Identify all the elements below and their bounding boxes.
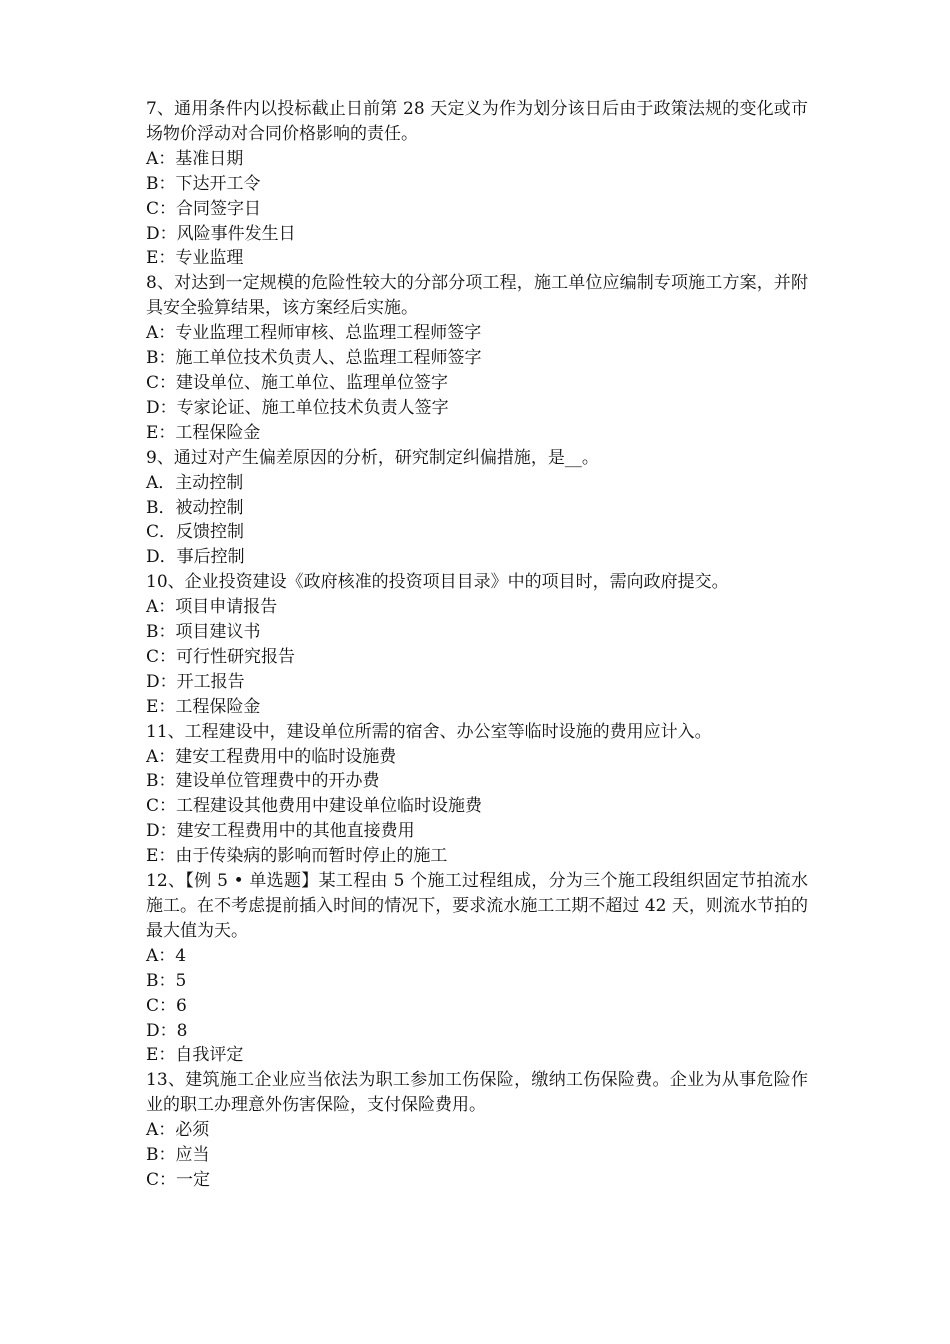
question-text: 13、建筑施工企业应当依法为职工参加工伤保险，缴纳工伤保险费。企业为从事危险作业的职工办理意外伤害保险，支付保险费用。 [146, 1070, 808, 1116]
option-e: E：工程保险金 [146, 696, 261, 717]
question-7 [146, 97, 808, 271]
question-11 [146, 720, 808, 869]
option-d: D：专家论证、施工单位技术负责人签字 [146, 397, 449, 418]
question-8 [146, 271, 808, 445]
option-a: A：建安工程费用中的临时设施费 [146, 746, 397, 767]
option-e: E：自我评定 [146, 1045, 244, 1066]
question-text: 7、通用条件内以投标截止日前第 28 天定义为作为划分该日后由于政策法规的变化或市场物价浮动对合同价格影响的责任。 [146, 99, 808, 144]
option-b: B：应当 [146, 1145, 210, 1166]
option-a: A：4 [146, 945, 187, 966]
document-page [146, 97, 808, 1193]
option-c: C：一定 [146, 1169, 211, 1190]
option-b: B：建设单位管理费中的开办费 [146, 771, 380, 792]
option-d: D：8 [146, 1020, 188, 1041]
option-d: D：风险事件发生日 [146, 223, 296, 244]
option-a: A：项目申请报告 [146, 597, 278, 618]
option-c: C：可行性研究报告 [146, 646, 296, 667]
question-text: 12、【例 5 • 单选题】某工程由 5 个施工过程组成，分为三个施工段组织固定节拍流水施工。在不考虑提前插入时间的情况下，要求流水施工工期不超过 42 天，则流水节拍的最大值为天。 [146, 871, 808, 941]
option-e: E：工程保险金 [146, 422, 261, 443]
option-b: B：施工单位技术负责人、总监理工程师签字 [146, 348, 482, 369]
option-b: B．被动控制 [146, 497, 244, 518]
option-a: A：必须 [146, 1120, 210, 1141]
question-text: 10、企业投资建设《政府核准的投资项目目录》中的项目时，需向政府提交。 [146, 572, 729, 593]
option-b: B：下达开工令 [146, 173, 261, 194]
question-text: 11、工程建设中，建设单位所需的宿舍、办公室等临时设施的费用应计入。 [146, 721, 712, 742]
option-c: C：建设单位、施工单位、监理单位签字 [146, 372, 449, 393]
option-c: C：工程建设其他费用中建设单位临时设施费 [146, 796, 483, 817]
option-d: D：开工报告 [146, 671, 245, 692]
option-e: E：专业监理 [146, 248, 244, 269]
question-13 [146, 1068, 808, 1193]
option-d: D．事后控制 [146, 547, 245, 568]
question-12 [146, 869, 808, 1068]
option-b: B：项目建议书 [146, 622, 261, 643]
question-text: 8、对达到一定规模的危险性较大的分部分项工程，施工单位应编制专项施工方案，并附具安全验算结果，该方案经后实施。 [146, 273, 808, 319]
option-a: A．主动控制 [146, 472, 244, 493]
option-c: C．反馈控制 [146, 522, 245, 543]
option-d: D：建安工程费用中的其他直接费用 [146, 821, 415, 842]
question-10 [146, 570, 808, 719]
question-9 [146, 446, 808, 571]
option-c: C：合同签字日 [146, 198, 262, 219]
option-c: C：6 [146, 995, 187, 1016]
option-a: A：基准日期 [146, 148, 244, 169]
question-text: 9、通过对产生偏差原因的分析，研究制定纠偏措施，是__。 [146, 447, 599, 468]
option-a: A：专业监理工程师审核、总监理工程师签字 [146, 323, 482, 344]
option-b: B：5 [146, 970, 187, 991]
option-e: E：由于传染病的影响而暂时停止的施工 [146, 846, 448, 867]
